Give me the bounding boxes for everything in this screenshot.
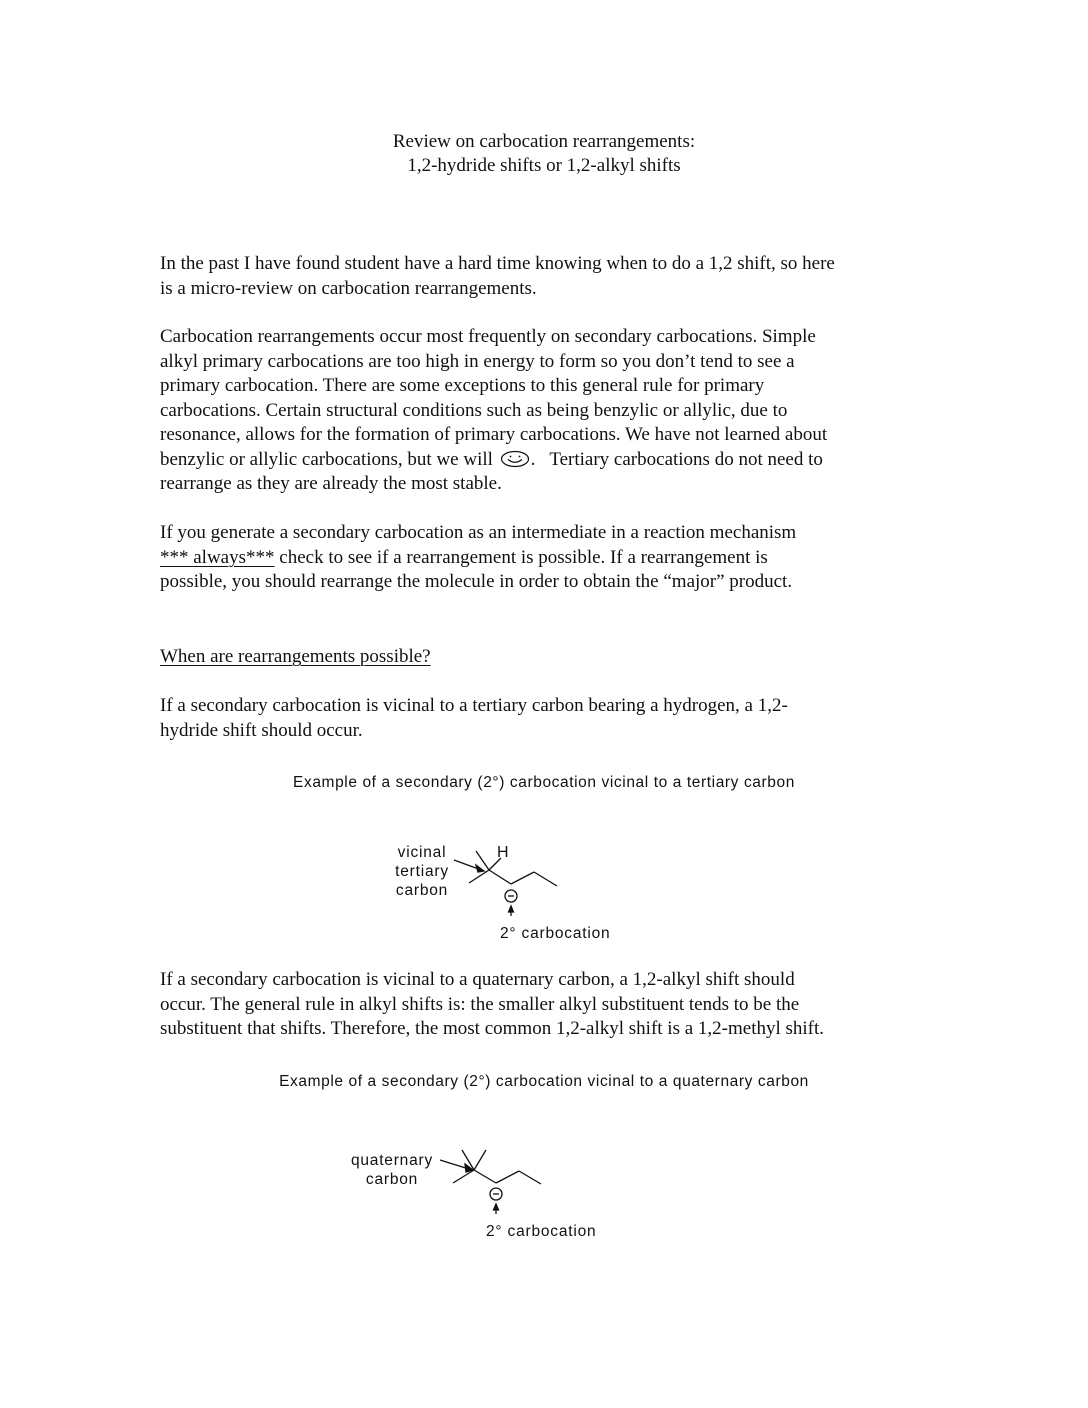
secondary-carbocation-label: 2° carbocation — [486, 1223, 597, 1240]
text-segment: check to see if a rearrangement is possible. If a rearrangement is — [274, 546, 768, 568]
bond — [453, 1170, 474, 1183]
text-segment: benzylic or allylic carbocations, but we will — [160, 448, 498, 470]
label-line: tertiary — [395, 863, 449, 880]
text-line: If you generate a secondary carbocation as an intermediate in a reaction mechanism — [160, 522, 797, 543]
label-line: vicinal — [397, 844, 447, 861]
text-line: If a secondary carbocation is vicinal to a quaternary carbon, a 1,2-alkyl shift should — [160, 969, 795, 990]
label-line: carbon — [365, 1171, 419, 1188]
text-line: rearrange as they are already the most stable. — [160, 473, 502, 494]
text-line: carbocations. Certain structural conditions such as being benzylic or allylic, due to — [160, 399, 788, 421]
text-line: hydride shift should occur. — [160, 719, 363, 741]
always-emphasis: *** always*** — [160, 546, 275, 568]
label-line: quaternary — [350, 1152, 434, 1169]
document-title-line-1: Review on carbocation rearrangements: — [392, 131, 696, 152]
text-line: primary carbocation. There are some exceptions to this general rule for primary — [160, 375, 765, 396]
secondary-carbocation-label: 2° carbocation — [500, 925, 611, 942]
text-segment: . Tertiary carbocations do not need to — [530, 448, 823, 470]
text-line: If a secondary carbocation is vicinal to a tertiary carbon bearing a hydrogen, a 1,2- — [160, 695, 788, 716]
text-line: is a micro-review on carbocation rearrangements. — [160, 277, 537, 299]
pointer-arrow-head — [494, 1204, 499, 1210]
text-line: Carbocation rearrangements occur most frequently on secondary carbocations. Simple — [160, 326, 816, 347]
label-line: carbon — [395, 882, 449, 899]
text-line: In the past I have found student have a hard time knowing when to do a 1,2 shift, so here — [160, 253, 835, 274]
text-line: alkyl primary carbocations are too high in energy to form so you don’t tend to see a — [160, 350, 795, 372]
text-line: substituent that shifts. Therefore, the most common 1,2-alkyl shift is a 1,2-methyl shift. — [160, 1018, 825, 1039]
bond — [519, 1171, 541, 1184]
hydrogen-atom-label: H — [497, 844, 510, 861]
text-line: possible, you should rearrange the molecule in order to obtain the “major” product. — [160, 571, 793, 592]
figure-2-caption: Example of a secondary (2°) carbocation vicinal to a quaternary carbon — [279, 1073, 809, 1090]
document-title-line-2: 1,2-hydride shifts or 1,2-alkyl shifts — [407, 155, 681, 176]
bond — [474, 1150, 486, 1170]
bond — [496, 1171, 519, 1183]
bond — [474, 1170, 496, 1183]
text-line: occur. The general rule in alkyl shifts is: the smaller alkyl substituent tends to be the — [160, 993, 800, 1015]
figure-1-caption: Example of a secondary (2°) carbocation vicinal to a tertiary carbon — [293, 774, 795, 791]
text-line: resonance, allows for the formation of primary carbocations. We have not learned about — [160, 424, 828, 445]
section-heading-text: When are rearrangements possible? — [160, 646, 431, 667]
